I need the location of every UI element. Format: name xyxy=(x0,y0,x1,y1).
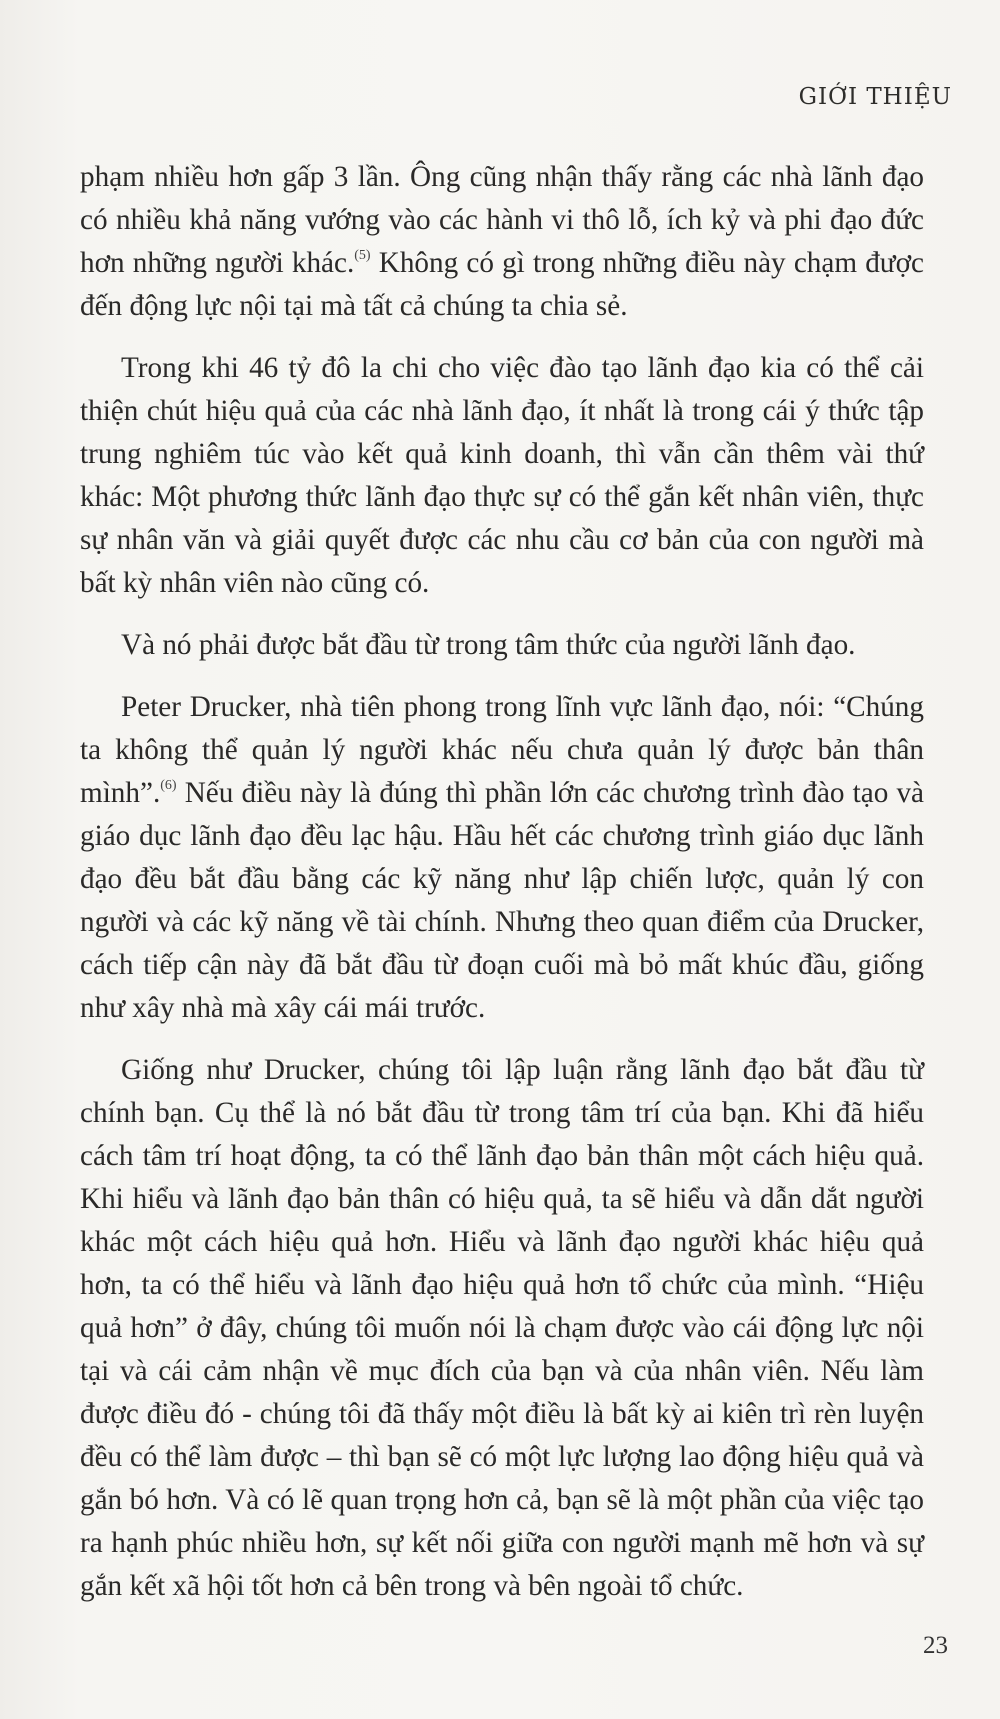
paragraph-3-text: Và nó phải được bắt đầu từ trong tâm thức của người lãnh đạo. xyxy=(121,629,856,661)
footnote-ref-6: (6) xyxy=(160,778,177,793)
paragraph-1 xyxy=(80,156,924,328)
paragraph-4 xyxy=(80,686,924,1030)
paragraph-1-text-a: phạm nhiều hơn gấp 3 lần. Ông cũng nhận thấy rằng các nhà lãnh đạo có nhiều khả năng vướng vào các hành vi thô lỗ, ích kỷ và phi đạo đức hơn những người khác. xyxy=(80,161,924,279)
page-number: 23 xyxy=(923,1632,948,1659)
paragraph-2-text: Trong khi 46 tỷ đô la chi cho việc đào tạo lãnh đạo kia có thể cải thiện chút hiệu quả của các nhà lãnh đạo, ít nhất là trong cái ý thức tập trung nghiêm túc vào kết quả kinh doanh, thì vẫn cần thêm vài thứ khác: Một phương thức lãnh đạo thực sự có thể gắn kết nhân viên, thực sự nhân văn và giải quyết được các nhu cầu cơ bản của con người mà bất kỳ nhân viên nào cũng có. xyxy=(80,352,924,599)
body-text xyxy=(80,156,924,1627)
paragraph-4-text-a: Peter Drucker, nhà tiên phong trong lĩnh vực lãnh đạo, nói: “Chúng ta không thể quản lý người khác nếu chưa quản lý được bản thân mình”. xyxy=(80,691,924,809)
paragraph-5-text: Giống như Drucker, chúng tôi lập luận rằng lãnh đạo bắt đầu từ chính bạn. Cụ thể là nó bắt đầu từ trong tâm trí của bạn. Khi đã hiểu cách tâm trí hoạt động, ta có thể lãnh đạo bản thân một cách hiệu quả. Khi hiểu và lãnh đạo bản thân có hiệu quả, ta sẽ hiểu và dẫn dắt người khác một cách hiệu quả hơn. Hiểu và lãnh đạo người khác hiệu quả hơn, ta có thể hiểu và lãnh đạo hiệu quả hơn tổ chức của mình. “Hiệu quả hơn” ở đây, chúng tôi muốn nói là chạm được vào cái động lực nội tại và cái cảm nhận về mục đích của bạn và của nhân viên. Nếu làm được điều đó - chúng tôi đã thấy một điều là bất kỳ ai kiên trì rèn luyện đều có thể làm được – thì bạn sẽ có một lực lượng lao động hiệu quả và gắn bó hơn. Và có lẽ quan trọng hơn cả, bạn sẽ là một phần của việc tạo ra hạnh phúc nhiều hơn, sự kết nối giữa con người mạnh mẽ hơn và sự gắn kết xã hội tốt hơn cả bên trong và bên ngoài tổ chức. xyxy=(80,1054,924,1602)
paragraph-4-text-b: Nếu điều này là đúng thì phần lớn các chương trình đào tạo và giáo dục lãnh đạo đều lạc hậu. Hầu hết các chương trình giáo dục lãnh đạo đều bắt đầu bằng các kỹ năng như lập chiến lược, quản lý con người và các kỹ năng về tài chính. Nhưng theo quan điểm của Drucker, cách tiếp cận này đã bắt đầu từ đoạn cuối mà bỏ mất khúc đầu, giống như xây nhà mà xây cái mái trước. xyxy=(80,777,924,1024)
paragraph-5 xyxy=(80,1049,924,1608)
footnote-ref-5: (5) xyxy=(354,248,371,263)
paragraph-3 xyxy=(80,624,924,667)
paragraph-1-text-b: Không có gì trong những điều này chạm được đến động lực nội tại mà tất cả chúng ta chia sẻ. xyxy=(80,247,924,322)
paragraph-2 xyxy=(80,347,924,605)
running-head: GIỚI THIỆU xyxy=(798,84,952,110)
